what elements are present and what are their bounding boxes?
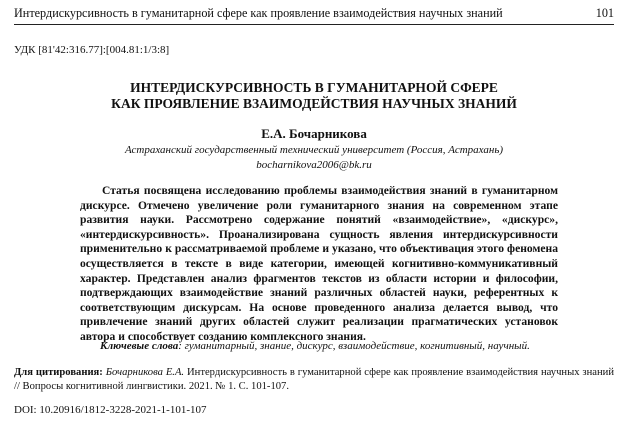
header-divider: [14, 24, 614, 25]
doi: DOI: 10.20916/1812-3228-2021-1-101-107: [14, 404, 207, 416]
page-number: 101: [595, 6, 614, 20]
citation-text: Интердискурсивность в гуманитарной сфере как проявление взаимодействия научных знаний // Вопросы когнитивной лингвистики. 2021. № 1. С. 101-107.: [14, 367, 614, 392]
title-line-1: ИНТЕРДИСКУРСИВНОСТЬ В ГУМАНИТАРНОЙ СФЕРЕ: [130, 80, 498, 95]
running-header: [14, 6, 614, 21]
abstract: [80, 184, 558, 345]
running-title: Интердискурсивность в гуманитарной сфере как проявление взаимодействия научных знаний: [14, 6, 503, 20]
keywords: [100, 340, 620, 352]
author-name: Е.А. Бочарникова: [261, 126, 367, 141]
citation-author: Бочарникова Е.А.: [105, 367, 185, 378]
author-affiliation: Астраханский государственный технический университет (Россия, Астрахань): [124, 144, 504, 156]
citation: [14, 366, 614, 394]
keywords-text: гуманитарный, знание, дискурс, взаимодействие, когнитивный, научный.: [184, 340, 530, 352]
keywords-label: Ключевые слова: [100, 340, 179, 352]
author-affiliation-block: [14, 143, 614, 173]
author-email: bocharnikova2006@bk.ru: [256, 159, 372, 171]
udc-code: УДК [81'42:316.77]:[004.81:1/3:8]: [14, 44, 170, 56]
article-title: [14, 80, 614, 112]
keywords-colon: :: [178, 340, 185, 352]
citation-label: Для цитирования:: [14, 367, 103, 378]
title-line-2: КАК ПРОЯВЛЕНИЕ ВЗАИМОДЕЙСТВИЯ НАУЧНЫХ ЗНАНИЙ: [111, 96, 517, 111]
abstract-text: Статья посвящена исследованию проблемы взаимодействия знаний в гуманитарном дискурсе. Отмечено увеличение роли гуманитарного знания на современном этапе развития науки. Рассмотрено содержание понятий «взаимодействие», «дискурс», «интердискурсивность». Проанализирована сущность явления интердискурсивности применительно к рассматриваемой проблеме и указано, что объективация этого феномена осуществляется в тексте в виде категории, имеющей когнитивно-коммуникативный характер. Представлен анализ фрагментов текстов из области истории и философии, подтверждающих взаимодействие знаний различных областей науки, референтных к соответствующим дискурсам. На основе проведенного анализа делается вывод, что привлечение знаний других областей служит реализации прагматических установок автора и способствует созданию комплексного знания.: [80, 184, 558, 343]
